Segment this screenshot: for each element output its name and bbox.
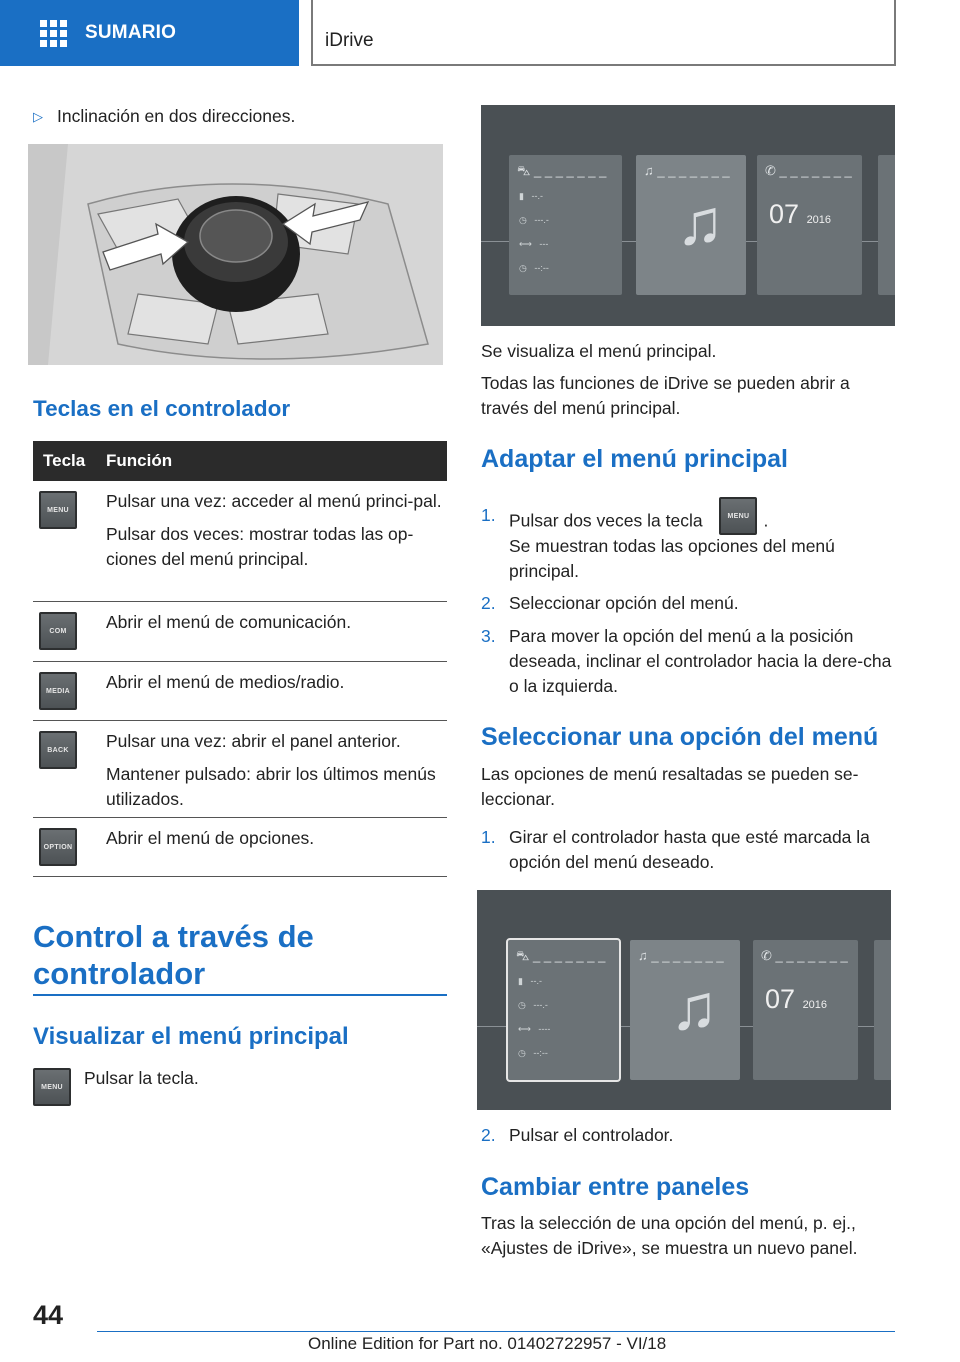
screen-date: 07	[769, 199, 800, 229]
table-cell-text: Mantener pulsado: abrir los últimos menús utilizados.	[106, 764, 436, 809]
triangle-bullet-icon: ▷	[33, 109, 43, 124]
idrive-selection-screenshot	[477, 890, 891, 1110]
list-text: Para mover la opción del menú a la posición deseada, inclinar el controlador hacia la dere-cha o la izquierda.	[509, 626, 892, 696]
table-row	[33, 818, 447, 877]
section-title: iDrive	[325, 30, 374, 51]
subsection-text: Pulsar la tecla.	[84, 1068, 199, 1088]
table-cell-text: Pulsar una vez: acceder al menú princi-pal.	[106, 491, 442, 511]
table-heading: Teclas en el controlador	[33, 396, 291, 421]
bullet-text: Inclinación en dos direcciones.	[57, 106, 296, 126]
subsection-heading: Seleccionar una opción del menú	[481, 723, 879, 751]
controller-drawing	[28, 144, 443, 365]
list-text: Pulsar el controlador.	[509, 1125, 674, 1145]
table-row	[33, 602, 447, 662]
screen-date: 07	[765, 984, 796, 1014]
list-text: Girar el controlador hasta que esté marcada la opción del menú deseado.	[509, 827, 870, 872]
menu-key-icon: MENU	[39, 491, 77, 529]
table-header-row	[33, 441, 447, 481]
table-row	[33, 662, 447, 721]
menu-key-icon: MENU	[719, 497, 757, 535]
table-row	[33, 481, 447, 602]
paragraph: Tras la selección de una opción del menú, p. ej., «Ajustes de iDrive», se muestra un nuevo panel.	[481, 1213, 858, 1258]
menu-tile-vehicle: ⛍ _ _ _ _ _ _ _ ▮ --.- ◷ ---.- ⟷ --- ◷ --:--	[509, 155, 622, 295]
page-number: 44	[33, 1300, 64, 1330]
section-heading: Control a través de controlador	[33, 919, 314, 991]
keys-table	[33, 441, 447, 877]
footer-edition: Online Edition for Part no. 01402722957 - VI/18	[308, 1334, 667, 1353]
menu-tile-vehicle-highlighted: ⛍ _ _ _ _ _ _ _ ▮ --.- ◷ ---.- ⟷ ---- ◷ --:--	[508, 940, 619, 1080]
screen-year: 2016	[806, 214, 832, 226]
list-number: 1.	[481, 827, 496, 847]
table-cell-text: Pulsar dos veces: mostrar todas las op-ciones del menú principal.	[106, 524, 414, 569]
list-text: Seleccionar opción del menú.	[509, 593, 739, 613]
table-of-contents-button[interactable]	[0, 0, 299, 66]
menu-tile-communication: ✆ _ _ _ _ _ _ _ 07 2016	[753, 940, 858, 1080]
menu-key-icon: MENU	[33, 1068, 71, 1106]
media-key-icon: MEDIA	[39, 672, 77, 710]
paragraph: Las opciones de menú resaltadas se pueden se-leccionar.	[481, 764, 859, 809]
table-cell-text: Abrir el menú de comunicación.	[106, 612, 352, 632]
bullet-item	[33, 106, 295, 127]
grid-icon	[40, 20, 67, 47]
col-header-key: Tecla	[43, 451, 86, 470]
table-cell-text: Abrir el menú de opciones.	[106, 828, 315, 848]
header-title-frame	[311, 0, 896, 66]
idrive-main-menu-screenshot	[481, 105, 895, 326]
menu-tile-communication: ✆ _ _ _ _ _ _ _ 07 2016	[757, 155, 862, 295]
com-key-icon: COM	[39, 612, 77, 650]
col-header-function: Función	[106, 451, 173, 470]
back-key-icon: BACK	[39, 731, 77, 769]
paragraph: Se visualiza el menú principal.	[481, 341, 717, 361]
footer-rule	[97, 1331, 895, 1332]
list-subtext: Se muestran todas las opciones del menú principal.	[509, 536, 835, 581]
screen-year: 2016	[802, 999, 828, 1011]
list-number: 2.	[481, 1125, 496, 1145]
toc-label: SUMARIO	[85, 22, 177, 43]
controller-illustration	[28, 144, 443, 365]
subsection-heading: Visualizar el menú principal	[33, 1023, 349, 1050]
list-text: Pulsar dos veces la tecla	[509, 510, 703, 531]
option-key-icon: OPTION	[39, 828, 77, 866]
list-number: 3.	[481, 626, 496, 646]
section-rule	[33, 994, 447, 996]
list-text-end: .	[763, 510, 769, 531]
list-number: 2.	[481, 593, 496, 613]
table-row	[33, 721, 447, 818]
paragraph: Todas las funciones de iDrive se pueden abrir a través del menú principal.	[481, 373, 850, 418]
table-cell-text: Pulsar una vez: abrir el panel anterior.	[106, 731, 401, 751]
top-bar	[0, 0, 960, 66]
subsection-heading: Cambiar entre paneles	[481, 1173, 750, 1201]
subsection-heading: Adaptar el menú principal	[481, 445, 789, 473]
menu-tile-media: ♫ _ _ _ _ _ _ _ ♫	[630, 940, 740, 1080]
list-number: 1.	[481, 505, 496, 525]
table-cell-text: Abrir el menú de medios/radio.	[106, 672, 345, 692]
menu-tile-media: ♫ _ _ _ _ _ _ _ ♫	[636, 155, 746, 295]
